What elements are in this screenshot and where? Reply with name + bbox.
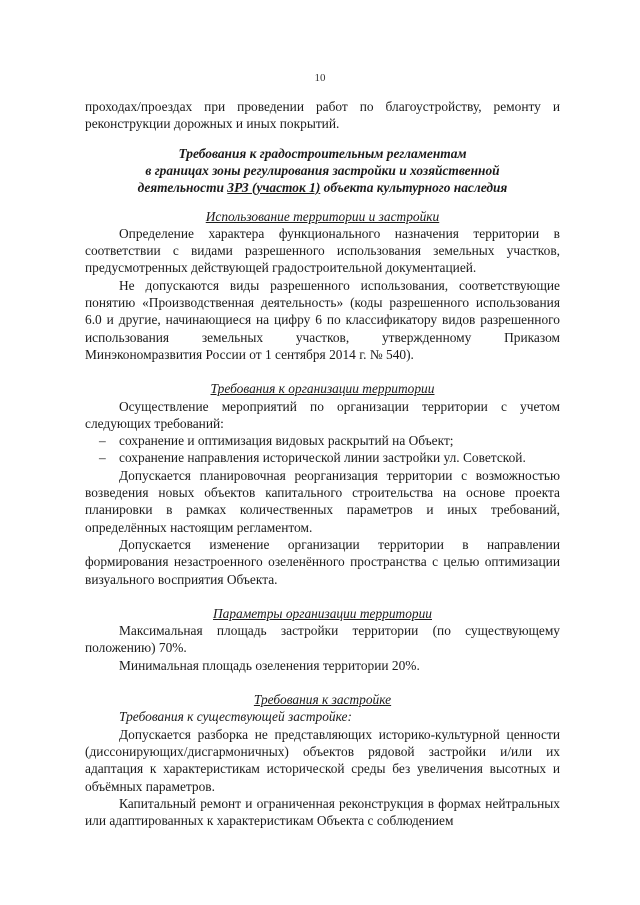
- title-line-2: в границах зоны регулирования застройки и хозяйственной: [145, 162, 500, 178]
- intro-paragraph: проходах/проездах при проведении работ по благоустройству, ремонту и реконструкции дорожных и иных покрытий.: [85, 99, 560, 132]
- heading-use: Использование территории и застройки: [205, 208, 440, 224]
- subheading-existing-buildings: Требования к существующей застройке:: [119, 709, 352, 725]
- dash-bullet: –: [99, 450, 106, 466]
- org-paragraph-2: Допускается планировочная реорганизация территории с возможностью возведения новых объектов капитального строительства на основе проекта планировки в рамках количественных параметров и иных требований, определённых настоящим регламентом.: [85, 467, 560, 535]
- list-item: [85, 432, 560, 449]
- use-paragraph-1: Определение характера функционального назначения территории в соответствии с видами разрешенного использования земельных участков, предусмотренных действующей градостроительной документацией.: [85, 225, 560, 276]
- title-line-3-post: объекта культурного наследия: [320, 179, 508, 195]
- build-paragraph-2: Капитальный ремонт и ограниченная реконструкция в формах нейтральных или адаптированных к характеристикам Объекта с соблюдением: [85, 795, 560, 829]
- page-content: [85, 98, 560, 829]
- section-title: [85, 145, 560, 196]
- heading-organization: Требования к организации территории: [210, 381, 435, 397]
- heading-building: Требования к застройке: [253, 692, 392, 708]
- list-item-text: сохранение направления исторической линии застройки ул. Советской.: [119, 450, 526, 466]
- org-paragraph-1: Осуществление мероприятий по организации территории с учетом следующих требований:: [85, 398, 560, 431]
- params-paragraph-1: Максимальная площадь застройки территории (по существующему положению) 70%.: [85, 623, 560, 656]
- list-item-text: сохранение и оптимизация видовых раскрытий на Объект;: [119, 433, 454, 449]
- org-paragraph-3: Допускается изменение организации территории в направлении формирования незастроенного озеленённого пространства с целью оптимизации визуального восприятия Объекта.: [85, 536, 560, 587]
- title-line-1: Требования к градостроительным регламентам: [178, 145, 467, 161]
- title-line-3-pre: деятельности: [137, 179, 228, 195]
- list-item: [85, 449, 560, 466]
- params-paragraph-2: Минимальная площадь озеленения территории 20%.: [119, 657, 420, 673]
- heading-parameters: Параметры организации территории: [212, 605, 432, 621]
- dash-bullet: –: [99, 433, 106, 449]
- build-paragraph-1: Допускается разборка не представляющих историко-культурной ценности (диссонирующих/дисгармоничных) объектов рядовой застройки и/или их адаптация к характеристикам исторической среды без увеличения высотных и объёмных параметров.: [85, 726, 560, 794]
- zone-label: ЗРЗ (участок 1): [227, 179, 321, 195]
- title-line-3: [85, 179, 560, 196]
- use-paragraph-2: Не допускаются виды разрешенного использования, соответствующие понятию «Производственная деятельность» (коды разрешенного использования 6.0 и другие, начинающиеся на цифру 6 по классификатору видов разрешенного использования земельных участков, утвержденному Приказом Минэкономразвития России от 1 сентября 2014 г. № 540).: [85, 277, 560, 362]
- page-number: 10: [314, 72, 326, 84]
